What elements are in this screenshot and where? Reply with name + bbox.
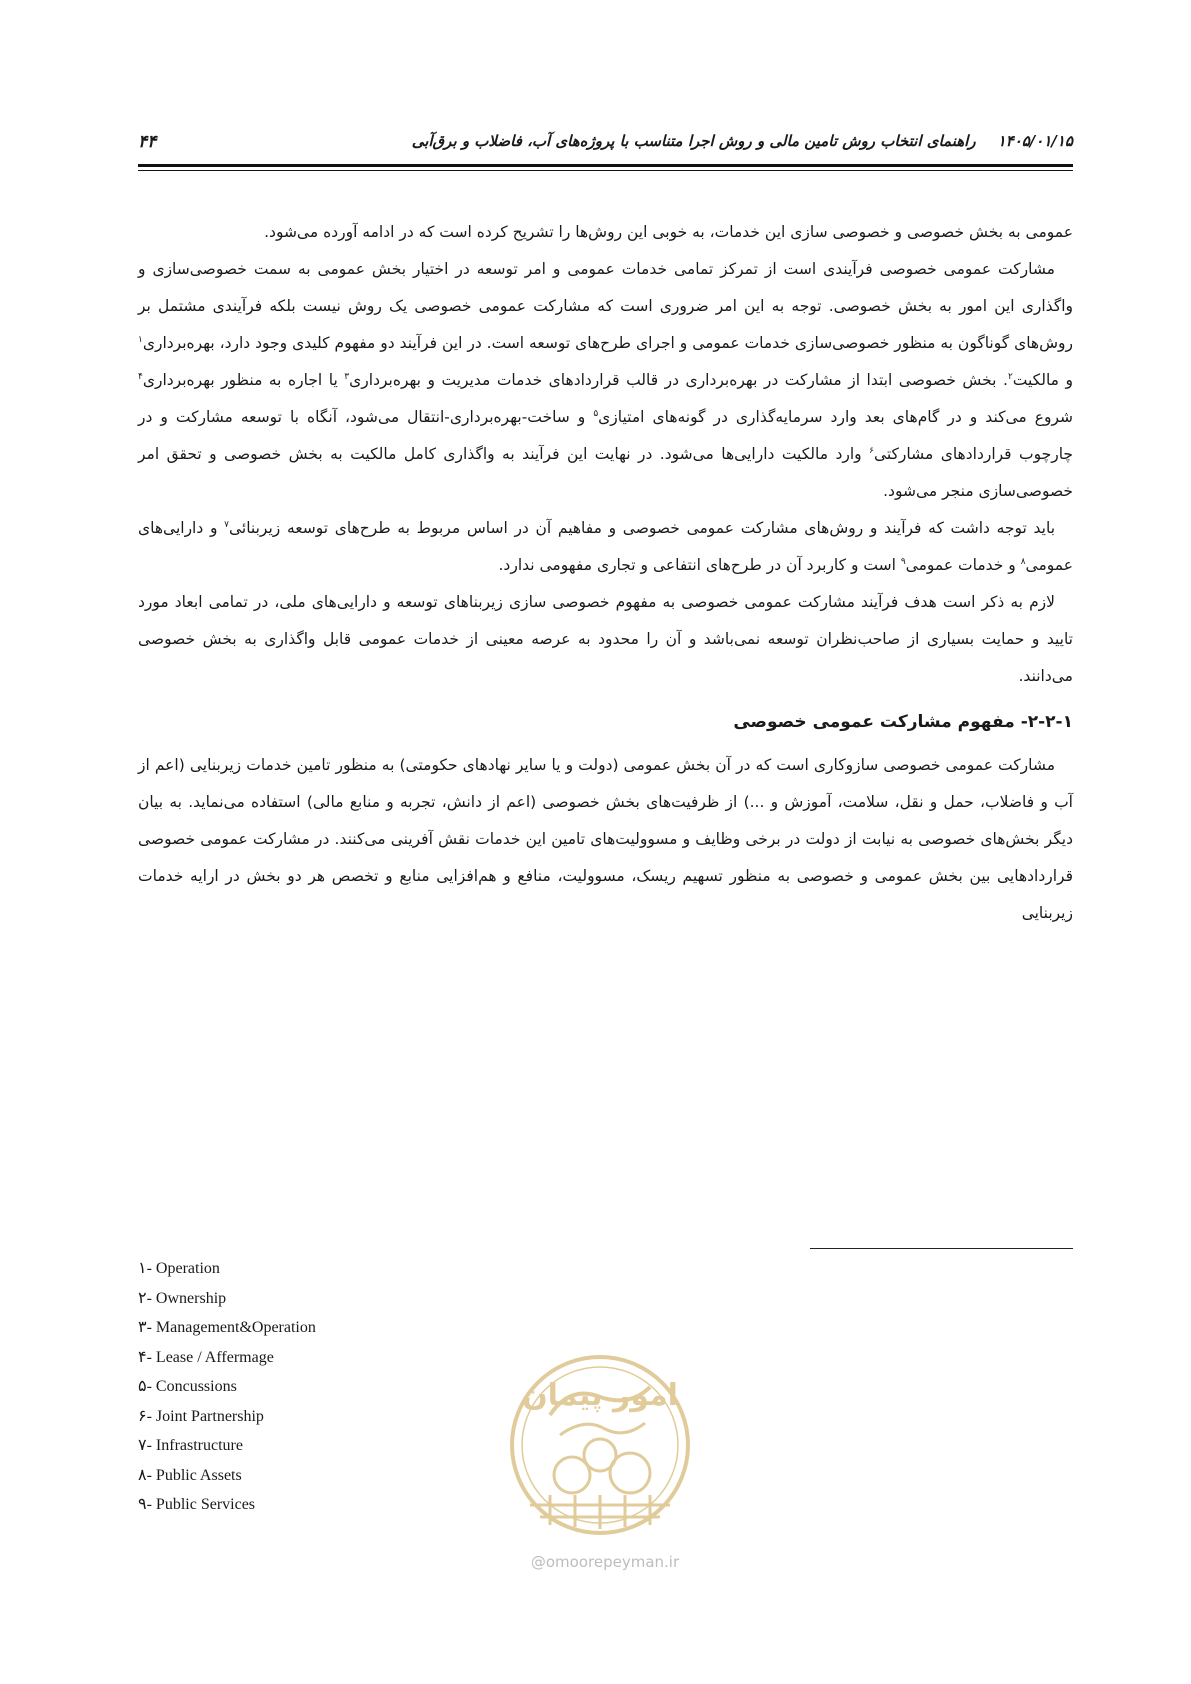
footnote-item: ۲- Ownership xyxy=(138,1289,227,1307)
svg-text:امور پیمان: امور پیمان xyxy=(522,1378,678,1413)
footnote-ref-4[interactable]: ۴ xyxy=(138,371,143,382)
text-run: . بخش خصوصی ابتدا از مشارکت در بهره‌برداری در قالب قراردادهای خدمات مدیریت و بهره‌برداری xyxy=(349,371,1008,389)
footnote-ref-7[interactable]: ۷ xyxy=(224,519,229,530)
text-run: مشارکت عمومی خصوصی فرآیندی است از تمرکز تمامی خدمات عمومی و امر توسعه در اختیار بخش عمومی به سمت خصوصی‌سازی و واگذاری این امور به بخش خصوصی. توجه به این امر ضروری است که مشارکت عمومی خصوصی یک روش نیست بلکه فرآیندی مشتمل بر روش‌های گوناگون به منظور خصوصی‌سازی خدمات عمومی و اجرای طرح‌های توسعه است. در این فرآیند دو مفهوم کلیدی وجود دارد، بهره‌برداری xyxy=(138,260,1073,352)
running-header xyxy=(138,132,1073,164)
paragraph-2 xyxy=(138,251,1073,510)
text-run: یا اجاره به منظور بهره‌برداری xyxy=(142,371,345,389)
header-rule-thin xyxy=(138,170,1073,171)
paragraph-3 xyxy=(138,510,1073,584)
footnote-ref-1[interactable]: ۱ xyxy=(138,334,143,345)
paragraph-4: لازم به ذکر است هدف فرآیند مشارکت عمومی خصوصی به مفهوم خصوصی سازی زیربناهای توسعه و دارایی‌های ملی، در تمامی ابعاد مورد تایید و حمایت بسیاری از صاحب‌نظران توسعه نمی‌باشد و آن را محدود به عرصه معینی از خدمات عمومی قابل واگذاری به بخش خصوصی می‌دانند. xyxy=(138,593,1073,685)
text-run: باید توجه داشت که فرآیند و روش‌های مشارکت عمومی خصوصی و مفاهیم آن در اساس مربوط به طرح‌های توسعه زیربنائی xyxy=(228,519,1056,537)
header-title-text: راهنمای انتخاب روش تامین مالی و روش اجرا متناسب با پروژه‌های آب، فاضلاب و برق‌آبی xyxy=(411,132,976,150)
watermark-logo-icon xyxy=(490,1345,710,1545)
footnote-item: ۹- Public Services xyxy=(138,1496,256,1513)
text-run: شروع می‌کند و در گام‌های بعد وارد سرمایه‌گذاری در گونه‌های امتیازی xyxy=(598,408,1073,426)
footnote-ref-5[interactable]: ۵ xyxy=(593,408,599,419)
footnote-ref-8[interactable]: ۸ xyxy=(1020,556,1026,567)
section-heading: ۲-۲-۱- مفهوم مشارکت عمومی خصوصی xyxy=(733,712,1073,732)
footnote-ref-6[interactable]: ۶ xyxy=(869,445,874,456)
footnote-ref-2[interactable]: ۲ xyxy=(1007,371,1013,382)
paragraph-1: عمومی به بخش خصوصی و خصوصی سازی این خدمات، به خوبی این روش‌ها را تشریح کرده است که در ادامه آورده می‌شود. xyxy=(264,223,1073,241)
watermark-url: @omoorepeyman.ir xyxy=(530,1553,680,1571)
main-text xyxy=(138,214,1073,932)
text-run: و ساخت-بهره‌برداری-انتقال می‌شود، آنگاه با توسعه مشارکت و در چارچوب قراردادهای مشارکتی xyxy=(138,408,1074,463)
footnote-item: ۶- Joint Partnership xyxy=(138,1407,264,1425)
footnote-item: ۱- Operation xyxy=(138,1260,220,1277)
paragraph-5: مشارکت عمومی خصوصی سازوکاری است که در آن بخش عمومی (دولت و یا سایر نهادهای حکومتی) به منظور تامین خدمات زیربنایی (اعم از آب و فاضلاب، حمل و نقل، سلامت، آموزش و ...) از ظرفیت‌های بخش خصوصی (اعم از دانش، تجربه و منابع مالی) استفاده می‌نماید. به بیان دیگر بخش‌های خصوصی به نیابت از دولت در برخی وظایف و مسوولیت‌های تامین این خدمات نقش آفرینی می‌کنند. در مشارکت عمومی خصوصی قراردادهایی بین بخش عمومی و خصوصی به منظور تسهیم ریسک، مسوولیت، منافع و هم‌افزایی منابع و تخصص هر دو بخش در ارایه خدمات زیربنایی xyxy=(138,756,1073,922)
footnote-ref-9[interactable]: ۹ xyxy=(900,556,906,567)
footnote-separator xyxy=(810,1248,1073,1249)
footnote-item: ۸- Public Assets xyxy=(138,1466,242,1484)
footnote-ref-3[interactable]: ۳ xyxy=(344,371,350,382)
running-title xyxy=(412,132,1073,150)
header-date: ۱۴۰۵/۰۱/۱۵ xyxy=(997,132,1073,150)
text-run: و دارایی‌های عمومی xyxy=(138,519,1073,574)
text-run: است و کاربرد آن در طرح‌های انتفاعی و تجاری مفهومی ندارد. xyxy=(498,556,901,574)
footnote-item: ۴- Lease / Affermage xyxy=(138,1348,274,1366)
text-run: و خدمات عمومی xyxy=(905,556,1021,574)
footnote-list xyxy=(138,1254,316,1520)
page-number: ۴۴ xyxy=(138,132,157,152)
text-run: وارد مالکیت دارایی‌ها می‌شود. در نهایت این فرآیند به واگذاری کامل مالکیت به بخش خصوصی و تحقق امر خصوصی‌سازی منجر می‌شود. xyxy=(138,445,1073,500)
footnote-item: ۵- Concussions xyxy=(138,1378,237,1395)
footnote-item: ۳- Management&Operation xyxy=(138,1319,316,1336)
footnote-item: ۷- Infrastructure xyxy=(138,1437,243,1454)
header-rule-thick xyxy=(138,164,1073,167)
text-run: و مالکیت xyxy=(1012,371,1073,389)
